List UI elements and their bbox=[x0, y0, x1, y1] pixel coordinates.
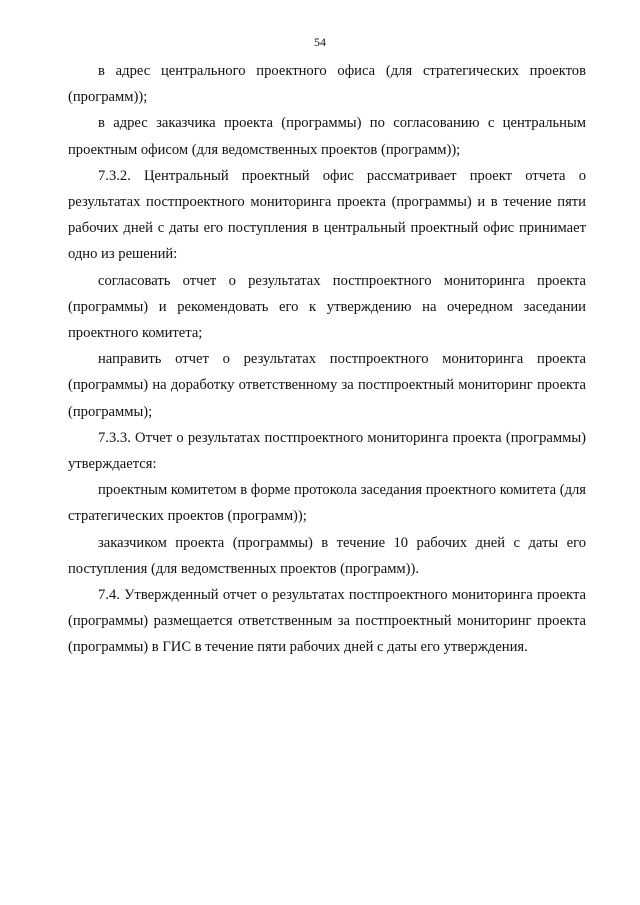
paragraph-project-committee: проектным комитетом в форме протокола заседания проектного комитета (для стратегических проектов (программ)); bbox=[68, 482, 586, 525]
paragraph-customer-address: в адрес заказчика проекта (программы) по согласованию с центральным проектным офисом (для ведомственных проектов (программ)); bbox=[68, 115, 586, 158]
paragraph-7-3-3: 7.3.3. Отчет о результатах постпроектного мониторинга проекта (программы) утверждается: bbox=[68, 429, 586, 473]
paragraph-return-report: направить отчет о результатах постпроектного мониторинга проекта (программы) на доработку ответственному за постпроектный мониторинг проекта (программы); bbox=[68, 351, 586, 420]
paragraph-7-3-2: 7.3.2. Центральный проектный офис рассматривает проект отчета о результатах постпроектного мониторинга проекта (программы) и в течение пяти рабочих дней с даты его поступления в центральный проектный офис принимает одно из решений: bbox=[68, 167, 586, 263]
page-number: 54 bbox=[314, 35, 326, 49]
document-body bbox=[68, 58, 586, 661]
paragraph-central-office-address: в адрес центрального проектного офиса (для стратегических проектов (программ)); bbox=[68, 63, 586, 106]
paragraph-7-4: 7.4. Утвержденный отчет о результатах постпроектного мониторинга проекта (программы) размещается ответственным за постпроектный мониторинг проекта (программы) в ГИС в течение пяти рабочих дней с даты его утверждения. bbox=[68, 587, 586, 656]
paragraph-project-customer: заказчиком проекта (программы) в течение 10 рабочих дней с даты его поступления (для ведомственных проектов (программ)). bbox=[68, 534, 586, 577]
paragraph-approve-report: согласовать отчет о результатах постпроектного мониторинга проекта (программы) и рекомендовать его к утверждению на очередном заседании проектного комитета; bbox=[68, 272, 586, 342]
